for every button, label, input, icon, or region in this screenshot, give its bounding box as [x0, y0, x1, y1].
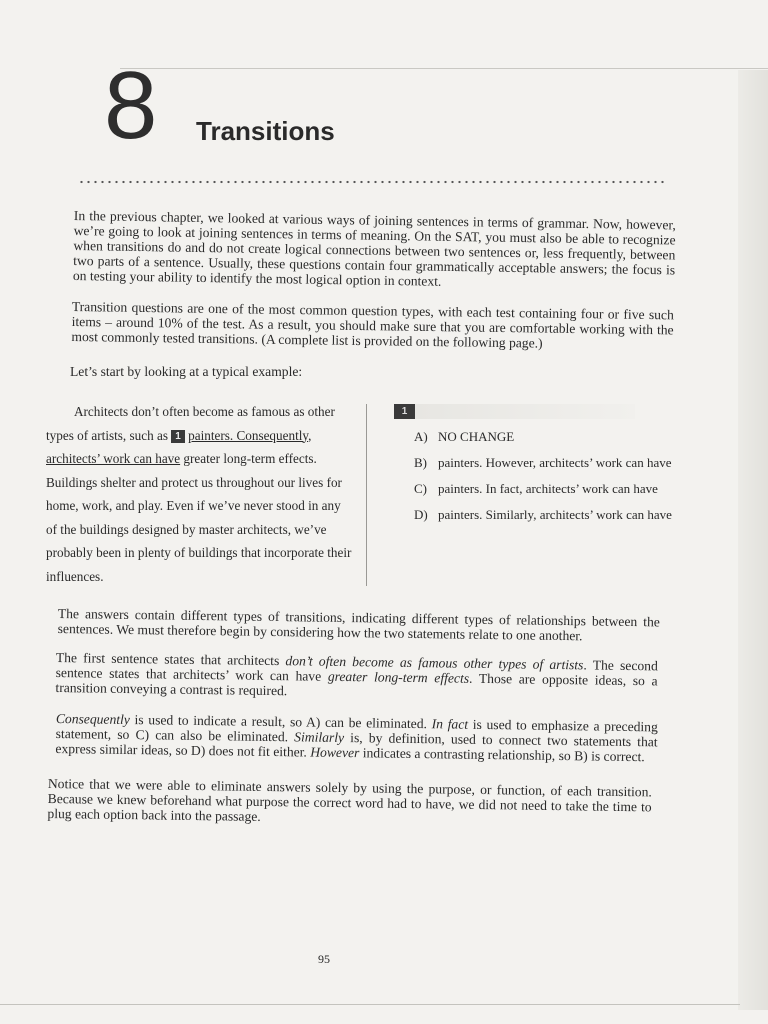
- question-number-badge: 1: [394, 404, 415, 419]
- choice-b: B) painters. However, architects’ work can have: [414, 455, 672, 470]
- top-rule: [120, 68, 768, 69]
- underlined-portion: painters. Consequently, architects’ work can have: [46, 427, 312, 466]
- analysis-paragraph: The answers contain different types of transitions, indicating different types of relationships between the sentences. We must therefore begin by considering how the two statements relate to one another.: [57, 606, 660, 644]
- bottom-rule: [0, 1004, 740, 1005]
- choice-a: A) NO CHANGE: [414, 429, 515, 444]
- intro-paragraph: In the previous chapter, we looked at various ways of joining sentences in terms of grammar. Now, however, we’re going to look at joining sentences in terms of meaning. On the SAT, you must also be able to recognize when transitions do and do not create logical connections between two sentences or, less frequently, between two parts of a sentence. Usually, these questions contain four grammatically acceptable answers; the focus is on testing your ability to identify the most logical option in context.: [72, 208, 676, 289]
- dotted-separator: [78, 180, 664, 184]
- choice-c: C) painters. In fact, architects’ work can have: [414, 481, 658, 496]
- example-passage: [46, 400, 352, 588]
- question-header-shade: [415, 404, 635, 419]
- contrast-paragraph: The first sentence states that architects don’t often become as famous other types of artists. The second sentence states that architects’ work can have greater long-term effects. Those are opposite ideas, so a transition conveying a contrast is required.: [55, 650, 658, 699]
- chapter-number: 8: [104, 52, 158, 159]
- elimination-paragraph: Consequently is used to indicate a result, so A) can be eliminated. In fact is used to emphasize a preceding statement, so C) can also be eliminated. Similarly is, by definition, used to connect two statements that express similar ideas, so D) does not fit either. However indicates a contrasting relationship, so B) is correct.: [55, 711, 658, 765]
- example-intro: Let’s start by looking at a typical example:: [70, 364, 303, 379]
- answer-choices: [414, 430, 674, 534]
- page-edge-shadow: [738, 70, 768, 1010]
- page-number: 95: [318, 952, 330, 966]
- column-divider: [366, 404, 367, 586]
- question-marker: 1: [171, 430, 185, 443]
- passage-text-2: greater long-term effects. Buildings shelter and protect us throughout our lives for home, work, and play. Even if we’ve never stood in any of the buildings designed by master architects, we’ve probably been in plenty of buildings that incorporate their influences.: [46, 451, 352, 584]
- passage-text-1: Architects don’t often become as famous as other types of artists, such as: [46, 404, 335, 443]
- conclusion-paragraph: Notice that we were able to eliminate answers solely by using the purpose, or function, of each transition. Because we knew beforehand what purpose the correct word had to have, we did not need to take the time to plug each option back into the passage.: [47, 776, 652, 824]
- chapter-title: Transitions: [196, 116, 335, 146]
- frequency-paragraph: Transition questions are one of the most common question types, with each test containing four or five such items – around 10% of the test. As a result, you should make sure that you are comfortable working with the most commonly tested transitions. (A complete list is provided on the following page.): [71, 299, 674, 351]
- choice-d: D) painters. Similarly, architects’ work can have: [414, 507, 672, 522]
